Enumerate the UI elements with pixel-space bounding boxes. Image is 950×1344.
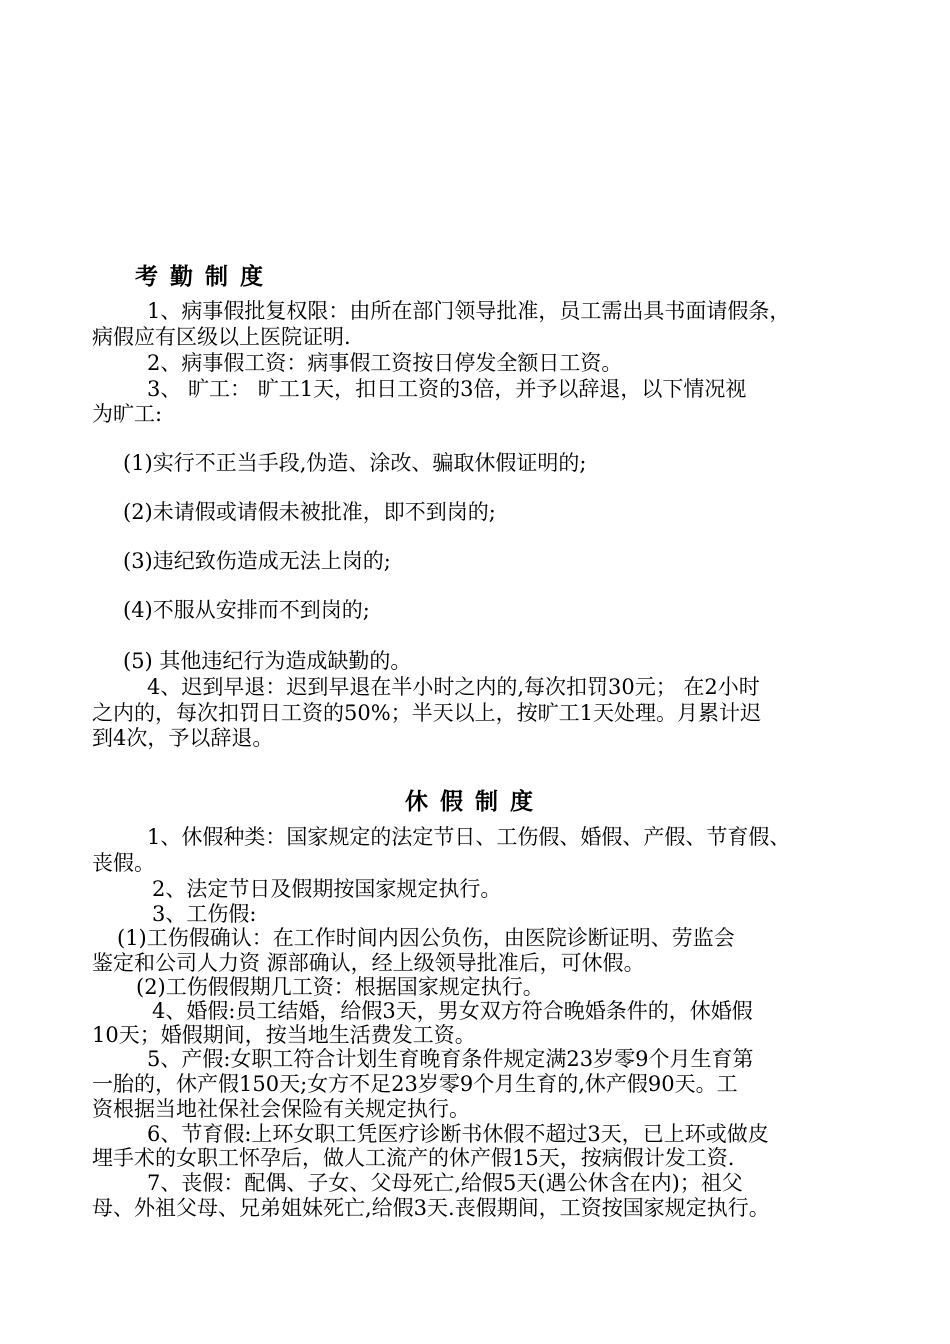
- attendance-line-5: 为旷工:: [92, 402, 163, 426]
- attendance-title: 考勤制度: [135, 263, 275, 290]
- attendance-line-4: 3、 旷工： 旷工1天，扣日工资的3倍，并予以辞退，以下情况视: [147, 377, 747, 401]
- leave-line-4: 3、工伤假:: [152, 902, 257, 926]
- attendance-line-11: 4、迟到早退：迟到早退在半小时之内的,每次扣罚30元； 在2小时: [147, 675, 760, 699]
- leave-line-11: 一胎的，休产假150天;女方不足23岁零9个月生育的,休产假90天。工: [92, 1072, 738, 1096]
- attendance-line-12: 之内的，每次扣罚日工资的50%；半天以上，按旷工1天处理。月累计迟: [92, 701, 762, 725]
- attendance-line-3: 2、病事假工资：病事假工资按日停发全额日工资。: [147, 351, 623, 375]
- attendance-line-6: (1)实行不正当手段,伪造、涂改、骗取休假证明的;: [123, 451, 587, 475]
- attendance-line-7: (2)未请假或请假未被批准，即不到岗的;: [123, 500, 496, 524]
- attendance-line-13: 到4次，予以辞退。: [92, 726, 274, 750]
- attendance-line-2: 病假应有区级以上医院证明.: [92, 325, 351, 349]
- attendance-line-9: (4)不服从安排而不到岗的;: [123, 598, 370, 622]
- leave-line-9: 10天；婚假期间，按当地生活费发工资。: [92, 1023, 476, 1047]
- attendance-line-8: (3)违纪致伤造成无法上岗的;: [123, 549, 391, 573]
- leave-line-15: 7、丧假：配偶、子女、父母死亡,给假5天(遇公休含在内)；祖父: [147, 1171, 743, 1195]
- leave-title: 休假制度: [405, 788, 545, 815]
- leave-line-1: 1、休假种类：国家规定的法定节日、工伤假、婚假、产假、节育假、: [147, 825, 791, 849]
- leave-line-12: 资根据当地社保社会保险有关规定执行。: [92, 1097, 470, 1121]
- leave-line-13: 6、节育假:上环女职工凭医疗诊断书休假不超过3天，已上环或做皮: [147, 1122, 769, 1146]
- leave-line-10: 5、产假:女职工符合计划生育晚育条件规定满23岁零9个月生育第: [147, 1047, 754, 1071]
- leave-line-16: 母、外祖父母、兄弟姐妹死亡,给假3天.丧假期间，工资按国家规定执行。: [92, 1196, 770, 1220]
- leave-line-7: (2)工伤假假期几工资：根据国家规定执行。: [136, 975, 544, 999]
- attendance-line-1: 1、病事假批复权限：由所在部门领导批准，员工需出具书面请假条，: [147, 299, 791, 323]
- leave-line-2: 丧假。: [92, 851, 155, 875]
- attendance-line-10: (5) 其他违纪行为造成缺勤的。: [123, 649, 412, 673]
- leave-line-6: 鉴定和公司人力资 源部确认，经上级领导批准后，可休假。: [92, 951, 645, 975]
- leave-line-5: (1)工伤假确认：在工作时间内因公负伤，由医院诊断证明、劳监会: [117, 926, 735, 950]
- leave-line-14: 埋手术的女职工怀孕后，做人工流产的休产假15天，按病假计发工资.: [92, 1146, 735, 1170]
- leave-line-8: 4、婚假:员工结婚，给假3天，男女双方符合晚婚条件的，休婚假: [152, 999, 753, 1023]
- leave-line-3: 2、法定节日及假期按国家规定执行。: [152, 877, 502, 901]
